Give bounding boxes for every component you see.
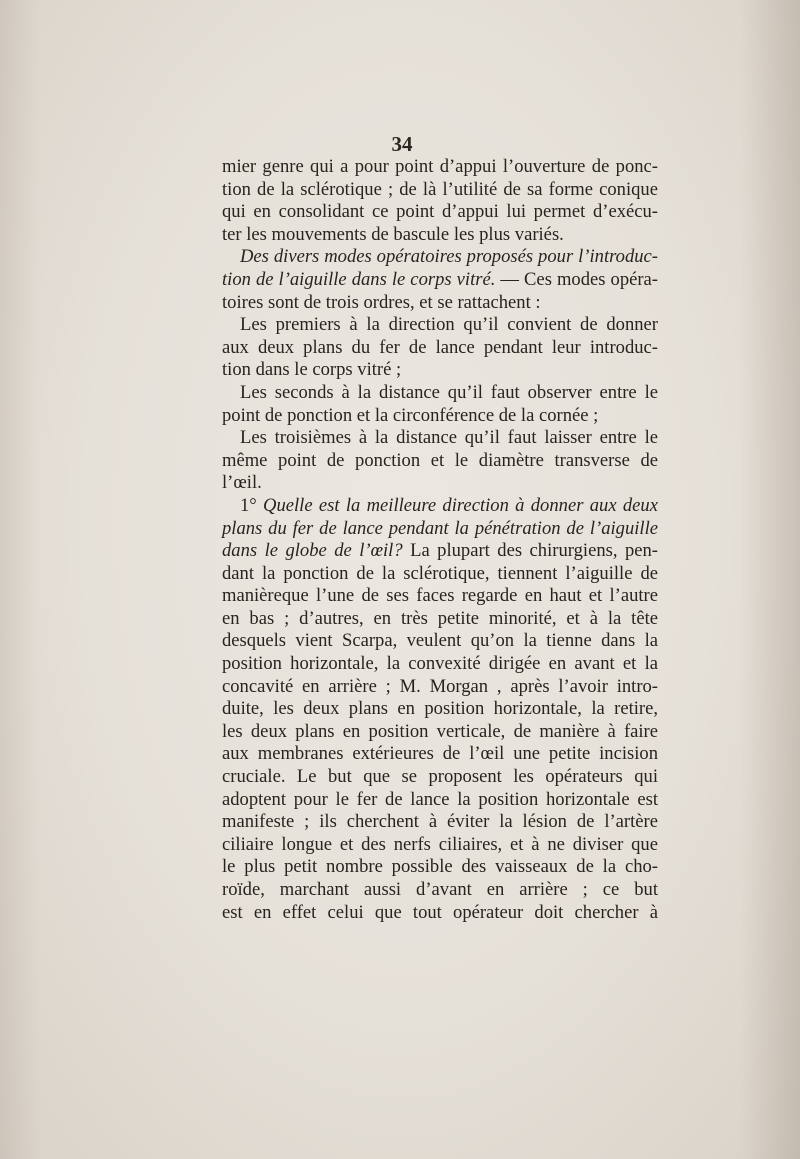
text-line (222, 789, 658, 812)
body-text (222, 156, 658, 924)
line-text: en bas ; d’autres, en très petite minorité, et à la tête (222, 607, 658, 629)
line-text: position horizontale, la convexité dirigée en avant et la (222, 653, 658, 675)
text-line (222, 811, 658, 834)
line-text: tion de la sclérotique ; de là l’utilité de sa forme conique (222, 178, 658, 200)
line-italic-text: tion de l’aiguille dans le corps vitré. (222, 268, 496, 290)
text-line (222, 563, 658, 586)
line-text: est en effet celui que tout opérateur doit chercher à (222, 901, 658, 923)
line-text: desquels vient Scarpa, veulent qu’on la tienne dans la (222, 630, 658, 652)
text-line (222, 472, 658, 495)
text-line (222, 246, 658, 269)
line-text: tion dans le corps vitré ; (222, 359, 402, 381)
line-text: mier genre qui a pour point d’appui l’ouverture de ponc- (222, 156, 658, 177)
line-italic-text: Quelle est la meilleure direction à donner aux deux (263, 494, 658, 516)
line-lead: 1° (240, 494, 264, 516)
line-text: le plus petit nombre possible des vaisseaux de la cho- (222, 856, 658, 878)
page-left-shading (0, 0, 40, 1159)
line-text: aux deux plans du fer de lance pendant leur introduc- (222, 336, 658, 358)
line-text: aux membranes extérieures de l’œil une petite incision (222, 743, 658, 765)
text-line (222, 676, 658, 699)
text-line (222, 201, 658, 224)
line-text: dant la ponction de la sclérotique, tiennent l’aiguille de (222, 562, 658, 584)
text-line (222, 269, 658, 292)
line-text: Les premiers à la direction qu’il convient de donner (240, 314, 658, 336)
line-italic-text: Des divers modes opératoires proposés pour l’introduc- (240, 246, 658, 268)
line-text: ciliaire longue et des nerfs ciliaires, et à ne diviser que (222, 833, 658, 855)
text-line (222, 834, 658, 857)
line-text: adoptent pour le fer de lance la position horizontale est (222, 788, 658, 810)
line-text: Les seconds à la distance qu’il faut observer entre le (240, 381, 658, 403)
text-line (222, 224, 658, 247)
page-right-shading (740, 0, 800, 1159)
text-line (222, 314, 658, 337)
text-line (222, 156, 658, 179)
line-text: l’œil. (222, 472, 262, 494)
text-line (222, 766, 658, 789)
text-line (222, 902, 658, 925)
text-line (222, 427, 658, 450)
text-line (222, 630, 658, 653)
line-text: ter les mouvements de bascule les plus variés. (222, 223, 564, 245)
text-line (222, 495, 658, 518)
page-number: 34 (391, 132, 413, 156)
text-line (222, 608, 658, 631)
text-line (222, 721, 658, 744)
text-line (222, 879, 658, 902)
text-line (222, 179, 658, 202)
text-line (222, 743, 658, 766)
line-text: La plupart des chirurgiens, pen- (402, 540, 658, 562)
line-text: point de ponction et la circonférence de la cornée ; (222, 404, 599, 426)
line-italic-text: plans du fer de lance pendant la pénétration de l’aiguille (222, 517, 658, 539)
text-line (222, 405, 658, 428)
text-line (222, 540, 658, 563)
text-line (222, 518, 658, 541)
text-line (222, 292, 658, 315)
text-line (222, 653, 658, 676)
text-line (222, 698, 658, 721)
line-text: cruciale. Le but que se proposent les opérateurs qui (222, 766, 658, 788)
text-line (222, 856, 658, 879)
text-line (222, 382, 658, 405)
line-text: duite, les deux plans en position horizontale, la retire, (222, 698, 658, 720)
line-text: toires sont de trois ordres, et se rattachent : (222, 291, 541, 313)
line-text: — Ces modes opéra- (495, 268, 659, 290)
text-line (222, 450, 658, 473)
line-text: manièreque l’une de ses faces regarde en haut et l’autre (222, 585, 658, 607)
line-text: Les troisièmes à la distance qu’il faut laisser entre le (240, 427, 658, 449)
line-text: même point de ponction et le diamètre transverse de (222, 449, 658, 471)
text-line (222, 337, 658, 360)
line-text: les deux plans en position verticale, de manière à faire (222, 720, 658, 742)
line-text: roïde, marchant aussi d’avant en arrière ; ce but (222, 879, 658, 900)
line-text: manifeste ; ils cherchent à éviter la lésion de l’artère (222, 811, 658, 833)
text-line (222, 359, 658, 382)
line-text: concavité en arrière ; M. Morgan , après l’avoir intro- (222, 675, 658, 697)
line-text: qui en consolidant ce point d’appui lui permet d’exécu- (222, 201, 658, 223)
line-italic-text: dans le globe de l’œil? (222, 540, 403, 562)
text-line (222, 585, 658, 608)
